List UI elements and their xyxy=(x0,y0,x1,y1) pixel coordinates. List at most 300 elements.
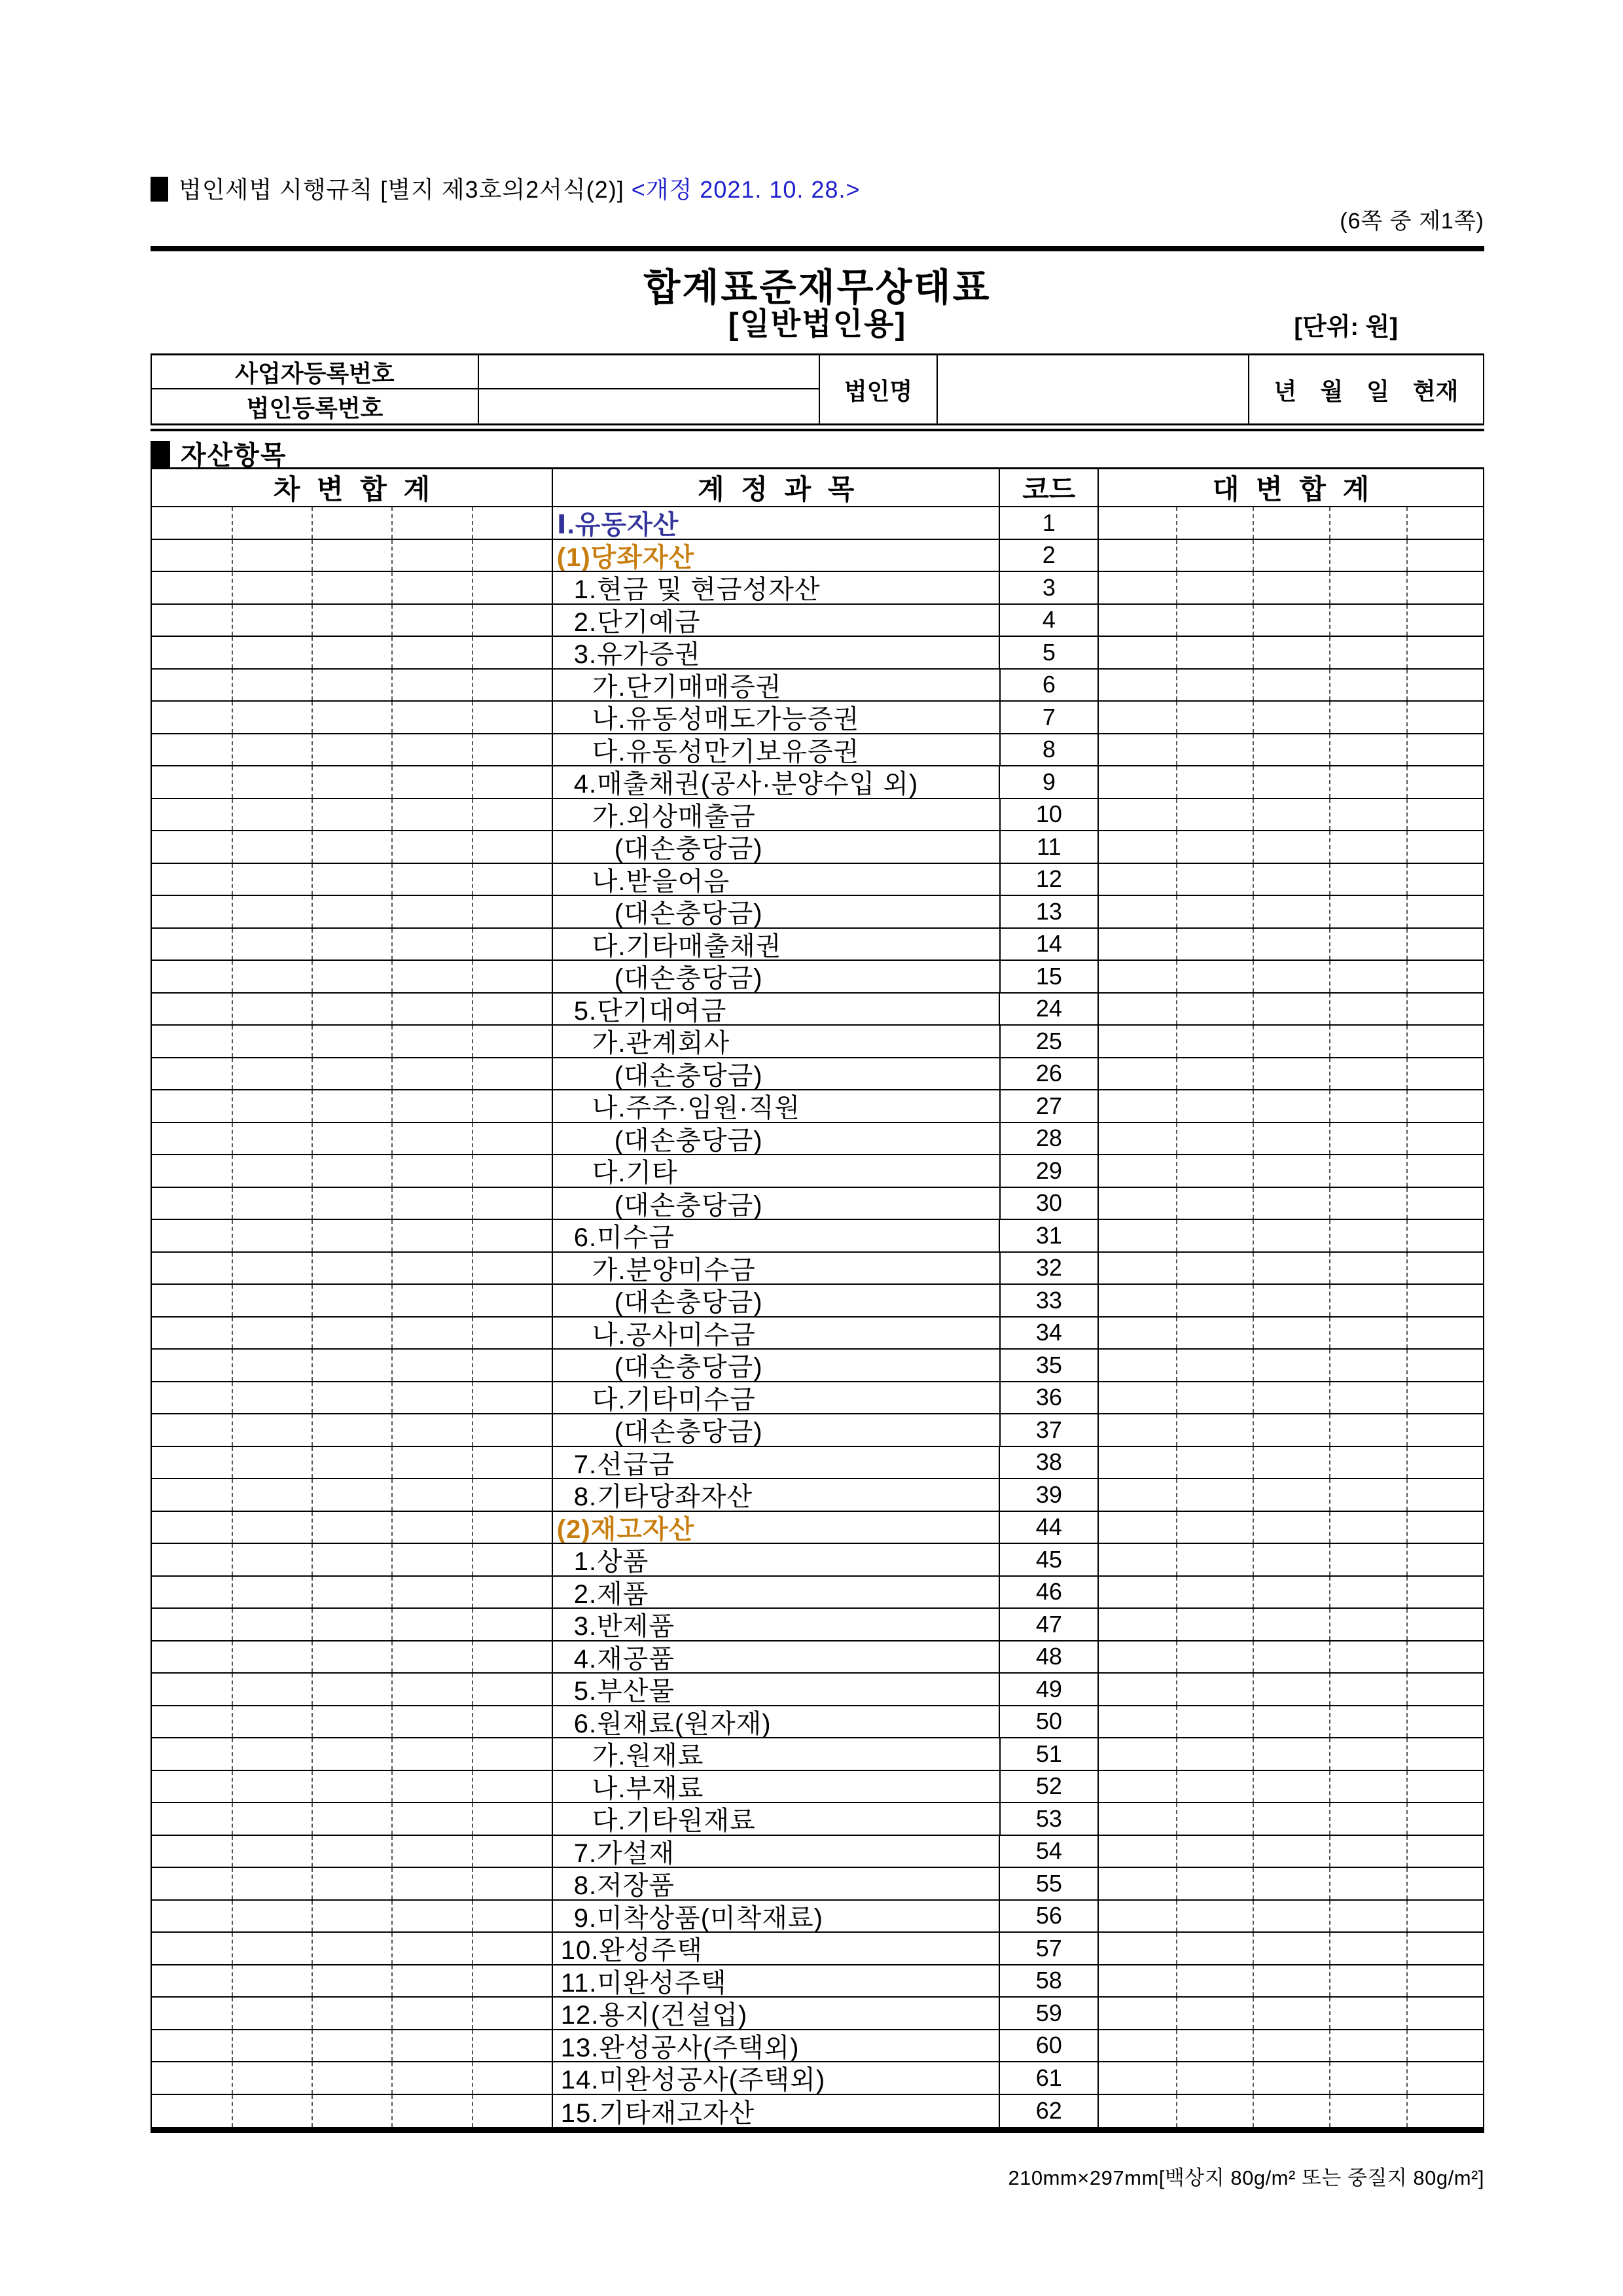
account-name: (1)당좌자산 xyxy=(553,540,1001,571)
table-row xyxy=(152,1285,1483,1318)
digit-guide-line xyxy=(1329,540,1330,571)
digit-guide-line xyxy=(1329,929,1330,960)
digit-guide-line xyxy=(1406,1544,1408,1575)
credit-total-cell xyxy=(1099,605,1483,636)
account-name: (대손충당금) xyxy=(553,1350,1001,1381)
digit-guide-line xyxy=(1329,1479,1330,1511)
digit-guide-line xyxy=(1406,702,1408,733)
digit-guide-line xyxy=(1329,1933,1330,1964)
digit-guide-line xyxy=(391,1965,393,1997)
table-row xyxy=(152,831,1483,864)
digit-guide-line xyxy=(1253,572,1254,603)
digit-guide-line xyxy=(1406,605,1408,636)
digit-guide-line xyxy=(1329,766,1330,798)
digit-guide-line xyxy=(232,1123,233,1155)
digit-guide-line xyxy=(1329,734,1330,766)
digit-guide-line xyxy=(472,1220,473,1251)
digit-guide-line xyxy=(472,1512,473,1543)
digit-guide-line xyxy=(1253,1577,1254,1608)
code-value: 24 xyxy=(1000,994,1099,1025)
digit-guide-line xyxy=(312,1253,313,1284)
digit-guide-line xyxy=(1329,1544,1330,1575)
digit-guide-line xyxy=(1329,1641,1330,1673)
digit-guide-line xyxy=(1176,1998,1177,2029)
digit-guide-line xyxy=(472,896,473,927)
digit-guide-line xyxy=(1253,1933,1254,1964)
account-name: 8.저장품 xyxy=(553,1868,1001,1899)
digit-guide-line xyxy=(391,734,393,766)
account-name: 9.미착상품(미착재료) xyxy=(553,1901,1001,1932)
digit-guide-line xyxy=(312,1706,313,1738)
digit-guide-line xyxy=(1406,1641,1408,1673)
account-name: (대손충당금) xyxy=(553,831,1001,863)
digit-guide-line xyxy=(391,831,393,863)
debit-total-cell xyxy=(152,1544,553,1575)
code-value: 60 xyxy=(1000,2030,1099,2062)
code-value: 59 xyxy=(1000,1998,1099,2029)
digit-guide-line xyxy=(232,540,233,571)
code-value: 28 xyxy=(1001,1123,1099,1155)
digit-guide-line xyxy=(1406,1868,1408,1899)
digit-guide-line xyxy=(1176,540,1177,571)
debit-total-cell xyxy=(152,1285,553,1316)
account-name: 12.용지(건설업) xyxy=(553,1998,1001,2029)
account-name: 6.원재료(원자재) xyxy=(553,1706,1001,1738)
table-row xyxy=(152,864,1483,897)
digit-guide-line xyxy=(1253,1803,1254,1835)
digit-guide-line xyxy=(1406,572,1408,603)
digit-guide-line xyxy=(391,605,393,636)
digit-guide-line xyxy=(232,1382,233,1414)
digit-guide-line xyxy=(472,1414,473,1446)
digit-guide-line xyxy=(391,1641,393,1673)
credit-total-cell xyxy=(1099,670,1483,701)
digit-guide-line xyxy=(472,1641,473,1673)
debit-total-cell xyxy=(152,1220,553,1251)
identification-table xyxy=(151,353,1484,425)
digit-guide-line xyxy=(472,1026,473,1057)
digit-guide-line xyxy=(312,896,313,927)
corp-name-value xyxy=(938,355,1249,423)
credit-total-cell xyxy=(1099,1738,1483,1770)
debit-total-cell xyxy=(152,831,553,863)
digit-guide-line xyxy=(1329,1998,1330,2029)
digit-guide-line xyxy=(1406,507,1408,539)
digit-guide-line xyxy=(312,1382,313,1414)
digit-guide-line xyxy=(232,1058,233,1090)
as-of-date-label: 년 월 일 현재 xyxy=(1274,377,1459,404)
header-code: 코드 xyxy=(1000,469,1099,506)
digit-guide-line xyxy=(1176,1706,1177,1738)
digit-guide-line xyxy=(1253,1512,1254,1543)
digit-guide-line xyxy=(391,1868,393,1899)
table-row xyxy=(152,799,1483,832)
digit-guide-line xyxy=(1253,994,1254,1025)
credit-total-cell xyxy=(1099,1901,1483,1932)
table-row xyxy=(152,1382,1483,1415)
digit-guide-line xyxy=(1253,1836,1254,1867)
table-row xyxy=(152,766,1483,799)
debit-total-cell xyxy=(152,1577,553,1608)
digit-guide-line xyxy=(1253,1901,1254,1932)
table-row xyxy=(152,1609,1483,1641)
assets-table-header xyxy=(152,469,1483,507)
debit-total-cell xyxy=(152,1512,553,1543)
digit-guide-line xyxy=(1176,572,1177,603)
code-value: 6 xyxy=(1001,670,1099,701)
table-row xyxy=(152,1350,1483,1382)
account-name: 나.유동성매도가능증권 xyxy=(553,702,1001,733)
digit-guide-line xyxy=(1176,605,1177,636)
digit-guide-line xyxy=(312,766,313,798)
credit-total-cell xyxy=(1099,540,1483,571)
account-name: 5.부산물 xyxy=(553,1674,1001,1705)
digit-guide-line xyxy=(312,1350,313,1381)
digit-guide-line xyxy=(1253,1350,1254,1381)
digit-guide-line xyxy=(312,1641,313,1673)
account-name: 15.기타재고자산 xyxy=(553,2095,1001,2128)
digit-guide-line xyxy=(391,702,393,733)
digit-guide-line xyxy=(391,572,393,603)
digit-guide-line xyxy=(1253,831,1254,863)
digit-guide-line xyxy=(1406,799,1408,831)
digit-guide-line xyxy=(312,2062,313,2094)
digit-guide-line xyxy=(472,1318,473,1349)
digit-guide-line xyxy=(1329,961,1330,992)
digit-guide-line xyxy=(391,1414,393,1446)
digit-guide-line xyxy=(391,1836,393,1867)
code-value: 45 xyxy=(1000,1544,1099,1575)
digit-guide-line xyxy=(472,1123,473,1155)
digit-guide-line xyxy=(1253,766,1254,798)
digit-guide-line xyxy=(1176,799,1177,831)
digit-guide-line xyxy=(1253,702,1254,733)
table-row xyxy=(152,605,1483,637)
debit-total-cell xyxy=(152,1803,553,1835)
code-value: 58 xyxy=(1000,1965,1099,1997)
digit-guide-line xyxy=(1329,1901,1330,1932)
digit-guide-line xyxy=(472,961,473,992)
digit-guide-line xyxy=(232,1641,233,1673)
account-name: 7.선급금 xyxy=(553,1447,1001,1479)
table-row xyxy=(152,896,1483,929)
credit-total-cell xyxy=(1099,929,1483,960)
table-row xyxy=(152,637,1483,670)
digit-guide-line xyxy=(1176,1479,1177,1511)
digit-guide-line xyxy=(1329,1253,1330,1284)
digit-guide-line xyxy=(1176,1674,1177,1705)
header-debit-total: 차 변 합 계 xyxy=(152,469,553,506)
account-name: 5.단기대여금 xyxy=(553,994,1001,1025)
digit-guide-line xyxy=(1176,1123,1177,1155)
code-value: 12 xyxy=(1001,864,1099,895)
digit-guide-line xyxy=(1253,799,1254,831)
digit-guide-line xyxy=(472,2095,473,2128)
unit-label: [단위: 원] xyxy=(1294,314,1398,341)
code-value: 36 xyxy=(1001,1382,1099,1414)
account-name: 2.단기예금 xyxy=(553,605,1001,636)
digit-guide-line xyxy=(391,1090,393,1122)
digit-guide-line xyxy=(232,2095,233,2128)
digit-guide-line xyxy=(1176,1382,1177,1414)
code-value: 46 xyxy=(1000,1577,1099,1608)
digit-guide-line xyxy=(391,961,393,992)
digit-guide-line xyxy=(472,1998,473,2029)
account-name: 4.재공품 xyxy=(553,1641,1001,1673)
credit-total-cell xyxy=(1099,1253,1483,1284)
digit-guide-line xyxy=(1176,1577,1177,1608)
table-row xyxy=(152,1998,1483,2030)
table-row xyxy=(152,1641,1483,1674)
biz-reg-number-label: 사업자등록번호 xyxy=(152,355,479,389)
credit-total-cell xyxy=(1099,1058,1483,1090)
digit-guide-line xyxy=(1406,1318,1408,1349)
digit-guide-line xyxy=(312,864,313,895)
account-name: 14.미완성공사(주택외) xyxy=(553,2062,1001,2094)
digit-guide-line xyxy=(1406,896,1408,927)
account-name: 나.받을어음 xyxy=(553,864,1001,895)
account-name: (대손충당금) xyxy=(553,896,1001,927)
digit-guide-line xyxy=(391,1026,393,1057)
digit-guide-line xyxy=(1253,1188,1254,1219)
digit-guide-line xyxy=(312,1512,313,1543)
code-value: 33 xyxy=(1001,1285,1099,1316)
credit-total-cell xyxy=(1099,1577,1483,1608)
debit-total-cell xyxy=(152,1058,553,1090)
digit-guide-line xyxy=(1329,1285,1330,1316)
digit-guide-line xyxy=(1329,1090,1330,1122)
digit-guide-line xyxy=(1406,1512,1408,1543)
digit-guide-line xyxy=(1406,1965,1408,1997)
table-row xyxy=(152,1090,1483,1123)
code-value: 7 xyxy=(1001,702,1099,733)
account-name: 4.매출채권(공사·분양수입 외) xyxy=(553,766,1001,798)
code-value: 53 xyxy=(1001,1803,1099,1835)
digit-guide-line xyxy=(1176,637,1177,668)
credit-total-cell xyxy=(1099,1155,1483,1187)
account-name: (2)재고자산 xyxy=(553,1512,1001,1543)
digit-guide-line xyxy=(1406,1414,1408,1446)
digit-guide-line xyxy=(1406,1155,1408,1187)
digit-guide-line xyxy=(1329,670,1330,701)
code-value: 26 xyxy=(1001,1058,1099,1090)
form-reference-text: 법인세법 시행규칙 [별지 제3호의2서식(2)] xyxy=(179,176,624,203)
digit-guide-line xyxy=(1253,670,1254,701)
digit-guide-line xyxy=(312,1901,313,1932)
table-row xyxy=(152,929,1483,961)
digit-guide-line xyxy=(1253,1318,1254,1349)
account-name: (대손충당금) xyxy=(553,1414,1001,1446)
account-name: 나.공사미수금 xyxy=(553,1318,1001,1349)
debit-total-cell xyxy=(152,1382,553,1414)
digit-guide-line xyxy=(1406,1771,1408,1803)
digit-guide-line xyxy=(232,1738,233,1770)
digit-guide-line xyxy=(472,766,473,798)
digit-guide-line xyxy=(232,1155,233,1187)
digit-guide-line xyxy=(1329,1965,1330,1997)
digit-guide-line xyxy=(1329,1674,1330,1705)
table-row xyxy=(152,1220,1483,1253)
table-row xyxy=(152,1933,1483,1965)
digit-guide-line xyxy=(232,1026,233,1057)
credit-total-cell xyxy=(1099,1674,1483,1705)
debit-total-cell xyxy=(152,702,553,733)
digit-guide-line xyxy=(1406,1026,1408,1057)
debit-total-cell xyxy=(152,1609,553,1640)
debit-total-cell xyxy=(152,1123,553,1155)
code-value: 10 xyxy=(1001,799,1099,831)
digit-guide-line xyxy=(472,1868,473,1899)
digit-guide-line xyxy=(1406,2095,1408,2128)
digit-guide-line xyxy=(232,637,233,668)
digit-guide-line xyxy=(1329,1706,1330,1738)
header-credit-total: 대 변 합 계 xyxy=(1212,474,1370,505)
digit-guide-line xyxy=(1176,1318,1177,1349)
debit-total-cell xyxy=(152,1188,553,1219)
assets-table-body xyxy=(152,507,1483,2127)
digit-guide-line xyxy=(312,1479,313,1511)
digit-guide-line xyxy=(232,1188,233,1219)
digit-guide-line xyxy=(1406,1901,1408,1932)
account-name: 11.미완성주택 xyxy=(553,1965,1001,1997)
digit-guide-line xyxy=(1406,1285,1408,1316)
digit-guide-line xyxy=(472,1674,473,1705)
table-row xyxy=(152,2095,1483,2128)
digit-guide-line xyxy=(391,2062,393,2094)
digit-guide-line xyxy=(1253,1058,1254,1090)
digit-guide-line xyxy=(1176,1253,1177,1284)
digit-guide-line xyxy=(312,1771,313,1803)
code-value: 47 xyxy=(1000,1609,1099,1640)
digit-guide-line xyxy=(1176,896,1177,927)
credit-total-cell xyxy=(1099,1220,1483,1251)
debit-total-cell xyxy=(152,896,553,927)
digit-guide-line xyxy=(1406,1253,1408,1284)
digit-guide-line xyxy=(1406,2062,1408,2094)
digit-guide-line xyxy=(472,1738,473,1770)
digit-guide-line xyxy=(472,1285,473,1316)
digit-guide-line xyxy=(1176,1933,1177,1964)
digit-guide-line xyxy=(312,540,313,571)
credit-total-cell xyxy=(1099,961,1483,992)
digit-guide-line xyxy=(312,670,313,701)
credit-total-cell xyxy=(1099,831,1483,863)
digit-guide-line xyxy=(391,1350,393,1381)
credit-total-cell xyxy=(1099,734,1483,766)
digit-guide-line xyxy=(1253,1965,1254,1997)
debit-total-cell xyxy=(152,864,553,895)
digit-guide-line xyxy=(1406,1123,1408,1155)
code-value: 27 xyxy=(1001,1090,1099,1122)
table-row xyxy=(152,670,1483,702)
digit-guide-line xyxy=(472,572,473,603)
digit-guide-line xyxy=(232,1706,233,1738)
table-row xyxy=(152,1318,1483,1350)
credit-total-cell xyxy=(1099,1609,1483,1640)
credit-total-cell xyxy=(1099,1998,1483,2029)
digit-guide-line xyxy=(1176,1901,1177,1932)
digit-guide-line xyxy=(391,1803,393,1835)
digit-guide-line xyxy=(1253,1447,1254,1479)
digit-guide-line xyxy=(1329,507,1330,539)
digit-guide-line xyxy=(232,1544,233,1575)
digit-guide-line xyxy=(1406,1706,1408,1738)
credit-total-cell xyxy=(1099,1544,1483,1575)
digit-guide-line xyxy=(391,1706,393,1738)
debit-total-cell xyxy=(152,1479,553,1511)
debit-total-cell xyxy=(152,929,553,960)
digit-guide-line xyxy=(391,1155,393,1187)
debit-total-cell xyxy=(152,1933,553,1964)
digit-guide-line xyxy=(472,1577,473,1608)
digit-guide-line xyxy=(232,896,233,927)
code-value: 11 xyxy=(1001,831,1099,863)
digit-guide-line xyxy=(1406,540,1408,571)
digit-guide-line xyxy=(1329,1738,1330,1770)
account-name: 7.가설재 xyxy=(553,1836,1001,1867)
credit-total-cell xyxy=(1099,1090,1483,1122)
digit-guide-line xyxy=(312,1836,313,1867)
digit-guide-line xyxy=(1406,1577,1408,1608)
code-value: 25 xyxy=(1001,1026,1099,1057)
digit-guide-line xyxy=(1406,929,1408,960)
debit-total-cell xyxy=(152,1318,553,1349)
digit-guide-line xyxy=(232,1933,233,1964)
digit-guide-line xyxy=(1329,2062,1330,2094)
section-header-assets xyxy=(151,435,287,472)
digit-guide-line xyxy=(1406,1836,1408,1867)
digit-guide-line xyxy=(391,1220,393,1251)
table-row xyxy=(152,1706,1483,1739)
digit-guide-line xyxy=(232,994,233,1025)
digit-guide-line xyxy=(1406,1058,1408,1090)
digit-guide-line xyxy=(232,1803,233,1835)
digit-guide-line xyxy=(1253,507,1254,539)
digit-guide-line xyxy=(1329,831,1330,863)
debit-total-cell xyxy=(152,1998,553,2029)
digit-guide-line xyxy=(1176,1803,1177,1835)
digit-guide-line xyxy=(1176,1641,1177,1673)
account-name: 다.유동성만기보유증권 xyxy=(553,734,1001,766)
code-value: 54 xyxy=(1000,1836,1099,1867)
debit-total-cell xyxy=(152,1253,553,1284)
digit-guide-line xyxy=(391,1318,393,1349)
digit-guide-line xyxy=(232,2062,233,2094)
code-value: 2 xyxy=(1000,540,1099,571)
digit-guide-line xyxy=(391,1188,393,1219)
digit-guide-line xyxy=(1176,994,1177,1025)
code-value: 50 xyxy=(1000,1706,1099,1738)
digit-guide-line xyxy=(1176,507,1177,539)
account-name: 나.주주·임원·직원 xyxy=(553,1090,1001,1122)
debit-total-cell xyxy=(152,1447,553,1479)
credit-total-cell xyxy=(1099,1026,1483,1057)
account-name: 3.반제품 xyxy=(553,1609,1001,1640)
digit-guide-line xyxy=(1253,2062,1254,2094)
digit-guide-line xyxy=(312,1674,313,1705)
digit-guide-line xyxy=(1253,2030,1254,2062)
table-row xyxy=(152,1479,1483,1512)
digit-guide-line xyxy=(1253,1998,1254,2029)
credit-total-cell xyxy=(1099,1285,1483,1316)
table-row xyxy=(152,702,1483,734)
debit-total-cell xyxy=(152,2095,553,2128)
table-row xyxy=(152,1771,1483,1804)
digit-guide-line xyxy=(1329,1803,1330,1835)
table-row xyxy=(152,961,1483,994)
digit-guide-line xyxy=(1253,1285,1254,1316)
account-name: 다.기타원재료 xyxy=(553,1803,1001,1835)
